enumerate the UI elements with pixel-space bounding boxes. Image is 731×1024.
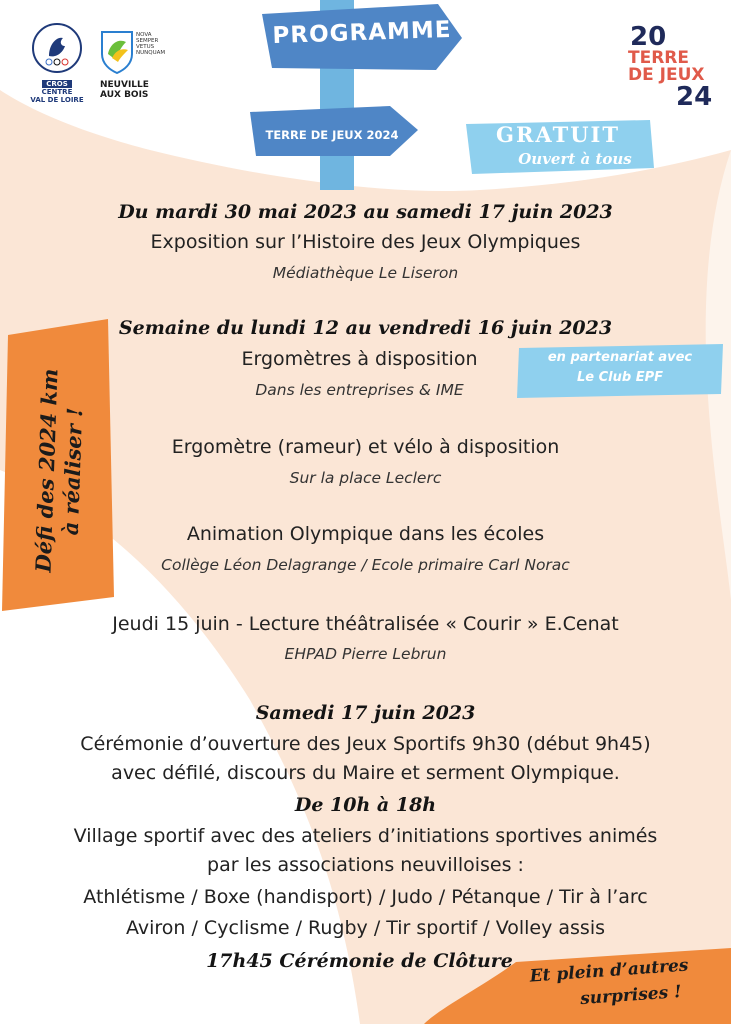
tdj-terre: TERRE (628, 48, 690, 68)
lecture-place: EHPAD Pierre Lebrun (284, 645, 447, 663)
ergo2-title: Ergomètre (rameur) et vélo à disposition (171, 436, 560, 458)
terre-de-jeux-logo (628, 24, 718, 110)
tdj-de-jeux: DE JEUX (628, 65, 705, 85)
partner-line-1: en partenariat avec (547, 350, 693, 365)
anim-place: Collège Léon Delagrange / Ecole primaire Carl Norac (161, 556, 570, 574)
neuville-logo (100, 28, 172, 112)
ceremonie-line-2: avec défilé, discours du Maire et serment Olympique. (111, 762, 620, 784)
expo-place: Médiathèque Le Liseron (272, 264, 459, 282)
sports-line-1: Athlétisme / Boxe (handisport) / Judo / Pétanque / Tir à l’arc (83, 886, 648, 908)
side-banner-line-2: à réaliser ! (57, 407, 88, 536)
ergo-place: Dans les entreprises & IME (255, 381, 464, 399)
partner-line-2: Le Club EPF (577, 370, 663, 385)
nab-motto-2: SEMPER (136, 38, 159, 44)
cloture: 17h45 Cérémonie de Clôture (206, 950, 513, 972)
gratuit-text: GRATUIT (496, 122, 620, 147)
cros-rooster-icon (31, 22, 83, 74)
sports-line-2: Aviron / Cyclisme / Rugby / Tir sportif / Volley assis (125, 917, 606, 939)
ergo2-place: Sur la place Leclerc (289, 469, 442, 487)
nab-motto-4: NUNQUAM (136, 50, 166, 56)
heading-week: Semaine du lundi 12 au vendredi 16 juin 2023 (118, 317, 613, 339)
nab-name-2: AUX BOIS (100, 90, 149, 100)
heading-expo-dates: Du mardi 30 mai 2023 au samedi 17 juin 2023 (118, 201, 613, 223)
bottom-badge-line-1: Et plein d’autres (529, 955, 690, 987)
cros-region: VAL DE LOIRE (30, 96, 84, 104)
crest-icon (100, 28, 134, 74)
nab-motto-3: VETUS (136, 44, 155, 50)
sign-programme-text: PROGRAMME (272, 16, 452, 50)
sign-terre-text: TERRE DE JEUX 2024 (265, 128, 399, 142)
nab-motto-1: NOVA (136, 32, 152, 38)
village-line-1: Village sportif avec des ateliers d’initiations sportives animés (73, 825, 658, 847)
village-line-2: par les associations neuvilloises : (207, 854, 524, 876)
expo-title: Exposition sur l’Histoire des Jeux Olympiques (150, 231, 581, 253)
tdj-24: 24 (676, 82, 713, 112)
anim-title: Animation Olympique dans les écoles (186, 523, 545, 545)
cros-label: CROS (42, 80, 72, 88)
ceremonie-line-1: Cérémonie d’ouverture des Jeux Sportifs 9h30 (début 9h45) (80, 733, 651, 755)
heading-hours: De 10h à 18h (294, 794, 437, 816)
ouvert-text: Ouvert à tous (518, 150, 632, 168)
cros-logo (22, 22, 92, 120)
ergo-title: Ergomètres à disposition (241, 348, 478, 370)
nab-name-1: NEUVILLE (100, 80, 149, 90)
lecture-title: Jeudi 15 juin - Lecture théâtralisée « Courir » E.Cenat (112, 613, 619, 635)
bottom-badge-line-2: surprises ! (579, 982, 683, 1010)
heading-samedi: Samedi 17 juin 2023 (255, 702, 476, 724)
tdj-20: 20 (630, 22, 667, 52)
cros-centre: CENTRE (41, 88, 73, 96)
side-banner-line-1: Défi des 2024 km (30, 368, 63, 573)
